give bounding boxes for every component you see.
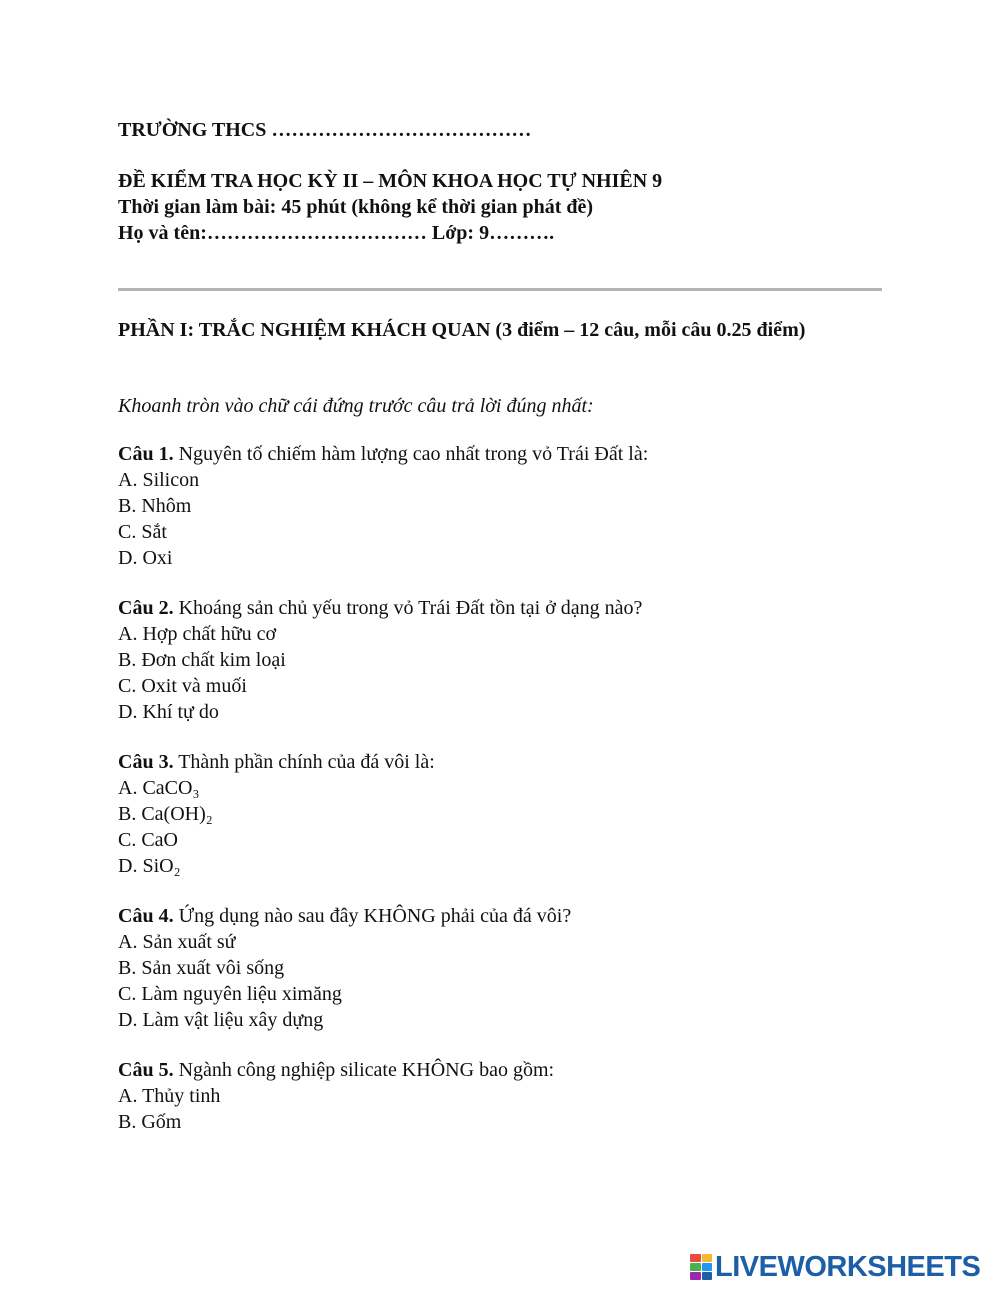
option-b[interactable]: B. Sản xuất vôi sống [118,957,285,979]
exam-title: ĐỀ KIỂM TRA HỌC KỲ II – MÔN KHOA HỌC TỰ NHIÊN 9 [118,170,663,192]
logo-tile [702,1263,713,1271]
option-c[interactable]: C. CaO [118,829,178,851]
option-c[interactable]: C. Làm nguyên liệu ximăng [118,983,342,1005]
question-label: Câu 4. [118,905,174,927]
option-a[interactable]: A. Thủy tinh [118,1085,221,1107]
liveworksheets-brand [690,1250,980,1284]
option-a[interactable]: A. Sản xuất sứ [118,931,236,953]
student-name-line: Họ và tên:…………………………… Lớp: 9………. [118,222,555,244]
question-label: Câu 5. [118,1059,174,1081]
question-text: Ngành công nghiệp silicate KHÔNG bao gồm: [173,1059,555,1081]
question-1 [118,441,882,571]
logo-tile [690,1272,701,1280]
question-list [118,441,882,1159]
question-2 [118,595,882,725]
question-label: Câu 1. [118,443,174,465]
question-5 [118,1057,882,1135]
option-d[interactable]: D. Khí tự do [118,701,219,723]
liveworksheets-logo-icon [690,1254,712,1280]
divider [118,288,882,291]
option-d[interactable]: D. SiO₂ [118,855,181,877]
question-label: Câu 3. [118,751,174,773]
logo-tile [702,1272,713,1280]
option-c[interactable]: C. Sắt [118,521,167,543]
section-title: PHẦN I: TRẮC NGHIỆM KHÁCH QUAN (3 điểm – 12 câu, mỗi câu 0.25 điểm) [118,319,806,341]
question-text: Khoáng sản chủ yếu trong vỏ Trái Đất tồn tại ở dạng nào? [173,597,643,619]
option-d[interactable]: D. Oxi [118,547,173,569]
logo-tile [702,1254,713,1262]
option-a[interactable]: A. Hợp chất hữu cơ [118,623,277,645]
logo-tile [690,1263,701,1271]
brand-wordmark: LIVEWORKSHEETS [715,1250,981,1283]
question-text: Thành phần chính của đá vôi là: [173,751,435,773]
option-a[interactable]: A. Silicon [118,469,200,491]
exam-header [118,168,888,246]
question-3 [118,749,882,879]
option-b[interactable]: B. Ca(OH)₂ [118,803,213,825]
option-d[interactable]: D. Làm vật liệu xây dựng [118,1009,324,1031]
option-c[interactable]: C. Oxit và muối [118,675,247,697]
option-b[interactable]: B. Gốm [118,1111,182,1133]
section-instruction: Khoanh tròn vào chữ cái đứng trước câu trả lời đúng nhất: [118,395,594,417]
option-b[interactable]: B. Đơn chất kim loại [118,649,286,671]
option-b[interactable]: B. Nhôm [118,495,192,517]
question-text: Nguyên tố chiếm hàm lượng cao nhất trong vỏ Trái Đất là: [173,443,649,465]
exam-page [118,116,888,1133]
question-text: Ứng dụng nào sau đây KHÔNG phải của đá vôi? [173,905,572,927]
logo-tile [690,1254,701,1262]
question-label: Câu 2. [118,597,174,619]
exam-time: Thời gian làm bài: 45 phút (không kể thời gian phát đề) [118,196,594,218]
option-a[interactable]: A. CaCO₃ [118,777,200,799]
question-4 [118,903,882,1033]
school-name: TRƯỜNG THCS ………………………………… [118,119,532,141]
